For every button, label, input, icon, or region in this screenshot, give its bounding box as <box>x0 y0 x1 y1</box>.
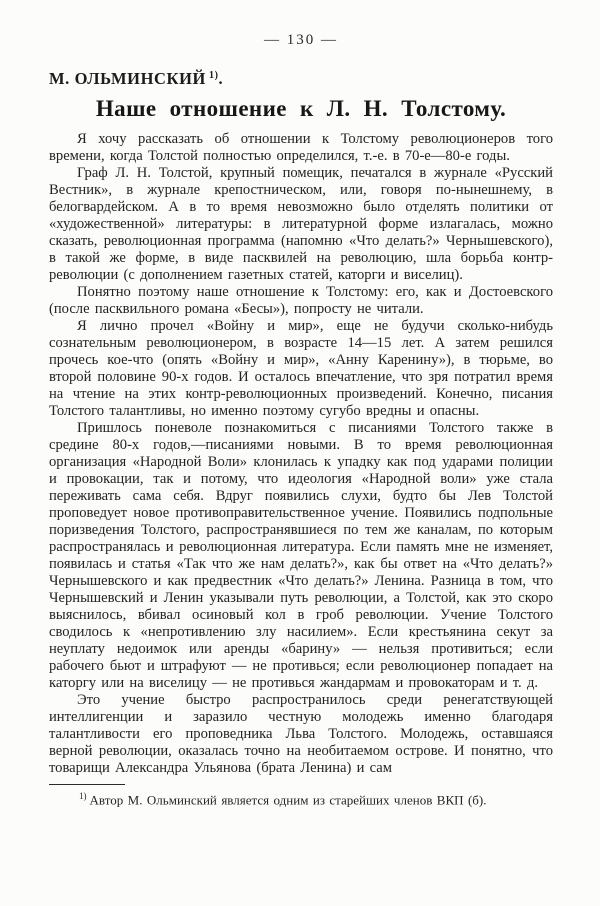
footnote <box>49 788 553 808</box>
author-name: М. ОЛЬМИНСКИЙ <box>49 69 206 88</box>
footnote-marker: 1) <box>79 791 87 801</box>
author-line <box>49 69 553 89</box>
paragraph-2: Граф Л. Н. Толстой, крупный помещик, печатался в журнале «Русский Вестник», в журнале крепостническом, или, говоря по-нынешнему, в белогвардейском. А в то время невозможно было отделять политики от «художественной» литературы: в литературной форме излагалась, можно сказать, революционная программа (напомню «Что делать?» Чернышевского), в такой же форме, в виде пасквилей на революцию, шла борьба контр-революции (с дополнением газетных статей, каторги и виселиц). <box>49 165 553 283</box>
footnote-separator <box>49 784 125 785</box>
paragraph-4: Я лично прочел «Войну и мир», еще не будучи сколько-нибудь сознательным революционером, в возрасте 14—15 лет. А затем решился прочесь кое-что (опять «Войну и мир», «Анну Каренину»), в тюрьме, во второй половине 90-х годов. И осталось впечатление, что зря потратил время на чтение на этих контр-революционных произведений. Конечно, писания Толстого талантливы, но именно поэтому сугубо вредны и опасны. <box>49 318 553 419</box>
author-suffix: . <box>218 69 224 88</box>
paragraph-3: Понятно поэтому наше отношение к Толстому: его, как и Достоевского (после пасквильного романа «Бесы»), попросту не читали. <box>49 284 553 317</box>
page-number: — 130 — <box>264 32 338 48</box>
paragraph-6: Это учение быстро распространилось среди ренегатствующей интеллигенции и заразило честную молодежь именно благодаря талантливости его проповедника Льва Толстого. Молодежь, оставшаяся верной революции, оказалась точно на необитаемом острове. И понятно, что товарищи Александра Ульянова (брата Ленина) и сам <box>49 692 553 776</box>
footnote-text: Автор М. Ольминский является одним из старейших членов ВКП (б). <box>89 792 487 808</box>
paragraph-1: Я хочу рассказать об отношении к Толстому революционеров того времени, когда Толстой полностью определился, т.-е. в 70-е—80-е годы. <box>49 131 553 164</box>
article-title: Наше отношение к Л. Н. Толстому. <box>95 96 507 121</box>
paragraph-5: Пришлось поневоле познакомиться с писаниями Толстого также в средине 80-х годов,—писаниями новыми. В то время революционная организация «Народной Воли» клонилась к упадку как под ударами полиции и провокации, так и потому, что идеология «Народной воли» уже стала переживать сама себя. Вдруг появились слухи, будто бы Лев Толстой проповедует новое противоправительственное учение. Появились подпольные поризведения Толстого, распространявшиеся по тем же каналам, по которым распространялась и революционная литература. Если память мне не изменяет, появилась и статья «Так что же нам делать?», как бы ответ на «Что делать?» Чернышевского и как предвестник «Что делать?» Ленина. Разница в том, что Чернышевский и Ленин указывали путь революции, а Толстой, как это скоро выяснилось, вбивал осиновый кол в гроб революции. Учение Толстого сводилось к «непротивлению злу насилием». Если крестьянина секут за неуплату недоимок или аренды «барину» — нельзя противиться; если рабочего бьют и штрафуют — не противься; если революционер попадает на каторгу или на виселицу — не противься жандармам и провокаторам и т. д. <box>49 420 553 691</box>
article-body <box>49 131 553 777</box>
author-footnote-marker: 1) <box>208 69 219 81</box>
